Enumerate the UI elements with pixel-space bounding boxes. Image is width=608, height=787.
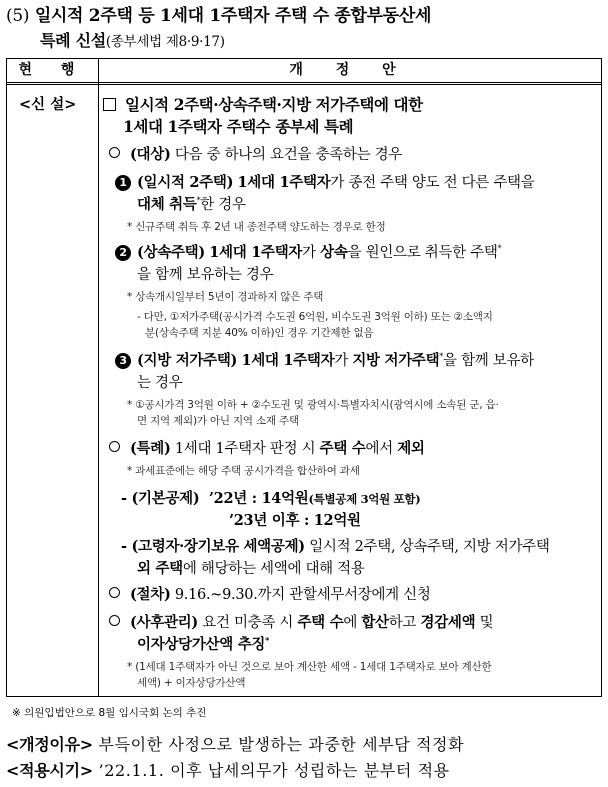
target-line: (대상) 다음 중 하나의 요건을 충족하는 경우: [109, 143, 402, 164]
post-line1: (사후관리) 요건 미충족 시 주택 수에 합산하고 경감세액 및: [109, 611, 493, 632]
current-cell: <신 설>: [19, 96, 77, 113]
circle-bullet-icon: [109, 587, 120, 598]
item3-line1: 3 (지방 저가주택) 1세대 1주택자가 지방 저가주택*을 함께 보유하: [115, 349, 534, 370]
senior-line1: - (고령자·장기보유 세액공제) 일시적 2주택, 상속주택, 지방 저가주택: [121, 538, 550, 555]
reason-label: <개정이유>: [6, 735, 93, 754]
item3-note2: 면 지역 제외)가 아닌 지역 소재 주택: [137, 415, 299, 427]
item2-note2a: - 다만, ①저가주택(공시가격 수도권 6억원, 비수도권 3억원 이하) 또는 ②소액지: [137, 311, 493, 323]
item1-line1: 1 (일시적 2주택) 1세대 1주택자가 종전 주택 양도 전 다른 주택을: [115, 171, 534, 192]
section-title: [6, 4, 431, 28]
header-proposal: 개 정 안: [289, 62, 410, 78]
footnote: ※ 의원입법안으로 8월 임시국회 논의 추진: [12, 707, 207, 719]
number-1-icon: 1: [115, 175, 131, 191]
post-line2: 이자상당가산액 추징*: [137, 635, 270, 653]
number-3-icon: 3: [115, 353, 131, 369]
item1-line2: 대체 취득*한 경우: [137, 196, 246, 213]
item2-line2: 을 함께 보유하는 경우: [137, 267, 274, 283]
table-header: [7, 59, 601, 85]
comparison-table: [6, 58, 602, 697]
header-current: 현 행: [18, 62, 87, 78]
deduction-line1: - (기본공제) ’22년 : 14억원(특별공제 3억원 포함): [121, 490, 421, 507]
apply-line: [6, 758, 450, 781]
item2-line1: 2 (상속주택) 1세대 1주택자가 상속을 원인으로 취득한 주택*: [115, 241, 501, 262]
section-subtitle: [40, 30, 225, 53]
column-divider: [98, 59, 99, 696]
item2-note1: * 상속개시일부터 5년이 경과하지 않은 주택: [127, 291, 324, 303]
special-note: * 과세표준에는 해당 주택 공시가격을 합산하여 과세: [127, 465, 360, 477]
circle-bullet-icon: [109, 615, 120, 626]
special-line: (특례) 1세대 1주택자 판정 시 주택 수에서 제외: [109, 437, 425, 458]
subtitle-text: 특례 신설: [40, 31, 106, 50]
procedure-line: (절차) 9.16.~9.30.까지 관할세무서장에게 신청: [109, 583, 431, 604]
square-bullet-icon: [103, 98, 116, 111]
section-title-text: 일시적 2주택 등 1세대 1주택자 주택 수 종합부동산세: [34, 6, 432, 26]
item1-note: * 신규주택 취득 후 2년 내 종전주택 양도하는 경우로 한정: [127, 221, 386, 233]
reason-line: [6, 732, 464, 755]
item2-note2b: 분(상속주택 지분 40% 이하)인 경우 기간제한 없음: [145, 327, 374, 339]
proposal-heading-1: 일시적 2주택·상속주택·지방 저가주택에 대한: [103, 93, 423, 115]
item3-note1: * ①공시가격 3억원 이하 + ②수도권 및 광역시·특별자치시(광역시에 소속된 군, 읍·: [127, 399, 499, 411]
circle-bullet-icon: [109, 147, 120, 158]
reason-text: 부득이한 사정으로 발생하는 과중한 세부담 적정화: [98, 735, 465, 754]
post-note1: * (1세대 1주택자가 아닌 것으로 보아 계산한 세액 - 1세대 1주택자로 보아 계산한: [127, 661, 492, 673]
section-number: (5): [6, 6, 30, 26]
law-reference: (종부세법 제8·9·17): [105, 34, 225, 50]
item3-line2: 는 경우: [137, 375, 183, 391]
deduction-line2: ’23년 이후 : 12억원: [229, 512, 361, 529]
senior-line2: 외 주택에 해당하는 세액에 대해 적용: [137, 560, 365, 577]
proposal-heading-2: 1세대 1주택자 주택수 종부세 특례: [123, 117, 354, 136]
post-note2: 세액) + 이자상당가산액: [137, 677, 246, 689]
number-2-icon: 2: [115, 245, 131, 261]
apply-text: ’22.1.1. 이후 납세의무가 성립하는 분부터 적용: [98, 761, 450, 780]
apply-label: <적용시기>: [6, 761, 93, 780]
circle-bullet-icon: [109, 441, 120, 452]
